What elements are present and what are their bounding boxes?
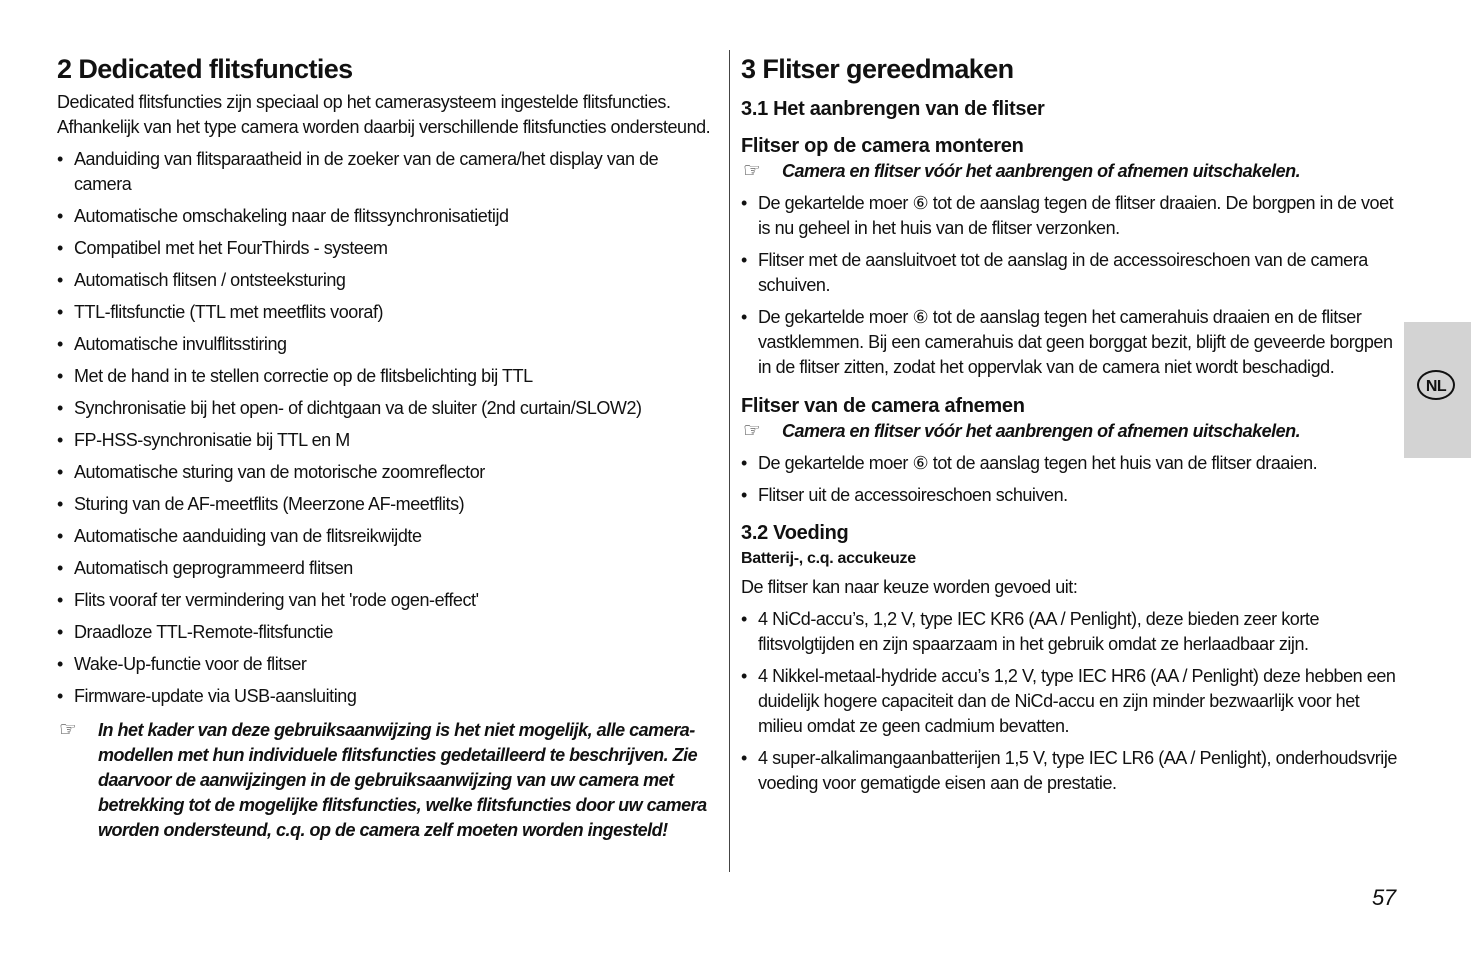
mount-heading: Flitser op de camera monteren [741,135,1024,157]
list-item: • 4 super-alkalimangaanbatterijen 1,5 V, type IEC LR6 (AA / Penlight), onderhoudsvrije voeding voor gematigde eisen aan de prestatie. [741,746,1403,796]
list-item: • Sturing van de AF-meetflits (Meerzone AF-meetflits) [57,492,719,517]
list-item: • TTL-flitsfunctie (TTL met meetflits vooraf) [57,300,719,325]
list-item: • Wake-Up-functie voor de flitser [57,652,719,677]
note-text: Camera en flitser vóór het aanbrengen of afnemen uitschakelen. [782,161,1301,181]
pointing-hand-icon: ☞ [743,420,761,442]
list-item: • Automatische aanduiding van de flitsreikwijdte [57,524,719,549]
list-item: • Firmware-update via USB-aansluiting [57,684,719,709]
pointing-hand-icon: ☞ [59,719,77,741]
remove-steps [741,451,1403,508]
subsection-3-2-title: 3.2 Voeding [741,522,849,544]
battery-heading: Batterij-, c.q. accukeuze [741,550,916,567]
list-item: • Automatisch geprogrammeerd flitsen [57,556,719,581]
list-item: • Automatische sturing van de motorische zoomreflector [57,460,719,485]
list-item: • De gekartelde moer ⑥ tot de aanslag tegen de flitser draaien. De borgpen in de voet is nu geheel in het huis van de flitser verzonken. [741,191,1403,241]
list-item: • Automatisch flitsen / ontsteeksturing [57,268,719,293]
section-2-title: 2 Dedicated flitsfuncties [57,54,353,84]
list-item: • FP-HSS-synchronisatie bij TTL en M [57,428,719,453]
remove-note [741,419,1403,444]
subsection-3-1-title: 3.1 Het aanbrengen van de flitser [741,98,1045,120]
list-item: • Synchronisatie bij het open- of dichtgaan va de sluiter (2nd curtain/SLOW2) [57,396,719,421]
list-item: • Met de hand in te stellen correctie op de flitsbelichting bij TTL [57,364,719,389]
list-item: • De gekartelde moer ⑥ tot de aanslag tegen het camerahuis draaien en de flitser vastklemmen. Bij een camerahuis dat geen borggat bezit, blijft de geveerde borgpen in de flitser zitten, zodat het oppervlak van de camera niet wordt beschadigd. [741,305,1403,380]
mount-steps [741,191,1403,380]
right-column [741,52,1403,796]
page-number: 57 [1372,885,1396,910]
list-item: • De gekartelde moer ⑥ tot de aanslag tegen het huis van de flitser draaien. [741,451,1403,476]
column-divider [729,50,730,872]
list-item: • 4 Nikkel-metaal-hydride accu’s 1,2 V, type IEC HR6 (AA / Penlight) deze hebben een duidelijk hogere capaciteit dan de NiCd-accu en zijn minder bezwaarlijk voor het milieu omdat ze geen cadmium bevatten. [741,664,1403,739]
list-item: • Compatibel met het FourThirds - systeem [57,236,719,261]
remove-heading: Flitser van de camera afnemen [741,395,1025,417]
battery-options [741,607,1403,796]
list-item: • Flitser met de aansluitvoet tot de aanslag in de accessoireschoen van de camera schuiven. [741,248,1403,298]
language-tab [1404,322,1471,458]
list-item: • Automatische omschakeling naar de flitssynchronisatietijd [57,204,719,229]
list-item: • 4 NiCd-accu’s, 1,2 V, type IEC KR6 (AA / Penlight), deze bieden zeer korte flitsvolgtijden en zijn spaarzaam in het gebruik omdat ze herlaadbaar zijn. [741,607,1403,657]
left-column [57,52,719,843]
note-text: In het kader van deze gebruiksaanwijzing is het niet mogelijk, alle cameramodellen met hun individuele flitsfuncties gedetailleerd te beschrijven. Zie daarvoor de aanwijzingen in de gebruiksaanwijzing van uw camera met betrekking tot de mogelijke flitsfuncties, welke flitsfuncties door uw camera worden ondersteund, c.q. op de camera zelf moeten worden ingesteld! [98,720,707,840]
section-2-intro: Dedicated flitsfuncties zijn speciaal op het camerasysteem ingestelde flitsfuncties. Afhankelijk van het type camera worden daarbij verschillende flitsfuncties ondersteund. [57,92,711,137]
list-item: • Automatische invulflitsstiring [57,332,719,357]
list-item: • Flitser uit de accessoireschoen schuiven. [741,483,1403,508]
list-item: • Aanduiding van flitsparaatheid in de zoeker van de camera/het display van de camera [57,147,719,197]
mount-note [741,159,1403,184]
section-3-title: 3 Flitser gereedmaken [741,54,1014,84]
list-item: • Draadloze TTL-Remote-flitsfunctie [57,620,719,645]
pointing-hand-icon: ☞ [743,160,761,182]
camera-models-note [57,718,719,843]
language-badge: NL [1417,370,1455,400]
flash-function-list [57,147,719,709]
note-text: Camera en flitser vóór het aanbrengen of afnemen uitschakelen. [782,421,1301,441]
battery-intro: De flitser kan naar keuze worden gevoed uit: [741,577,1078,597]
list-item: • Flits vooraf ter vermindering van het 'rode ogen-effect' [57,588,719,613]
